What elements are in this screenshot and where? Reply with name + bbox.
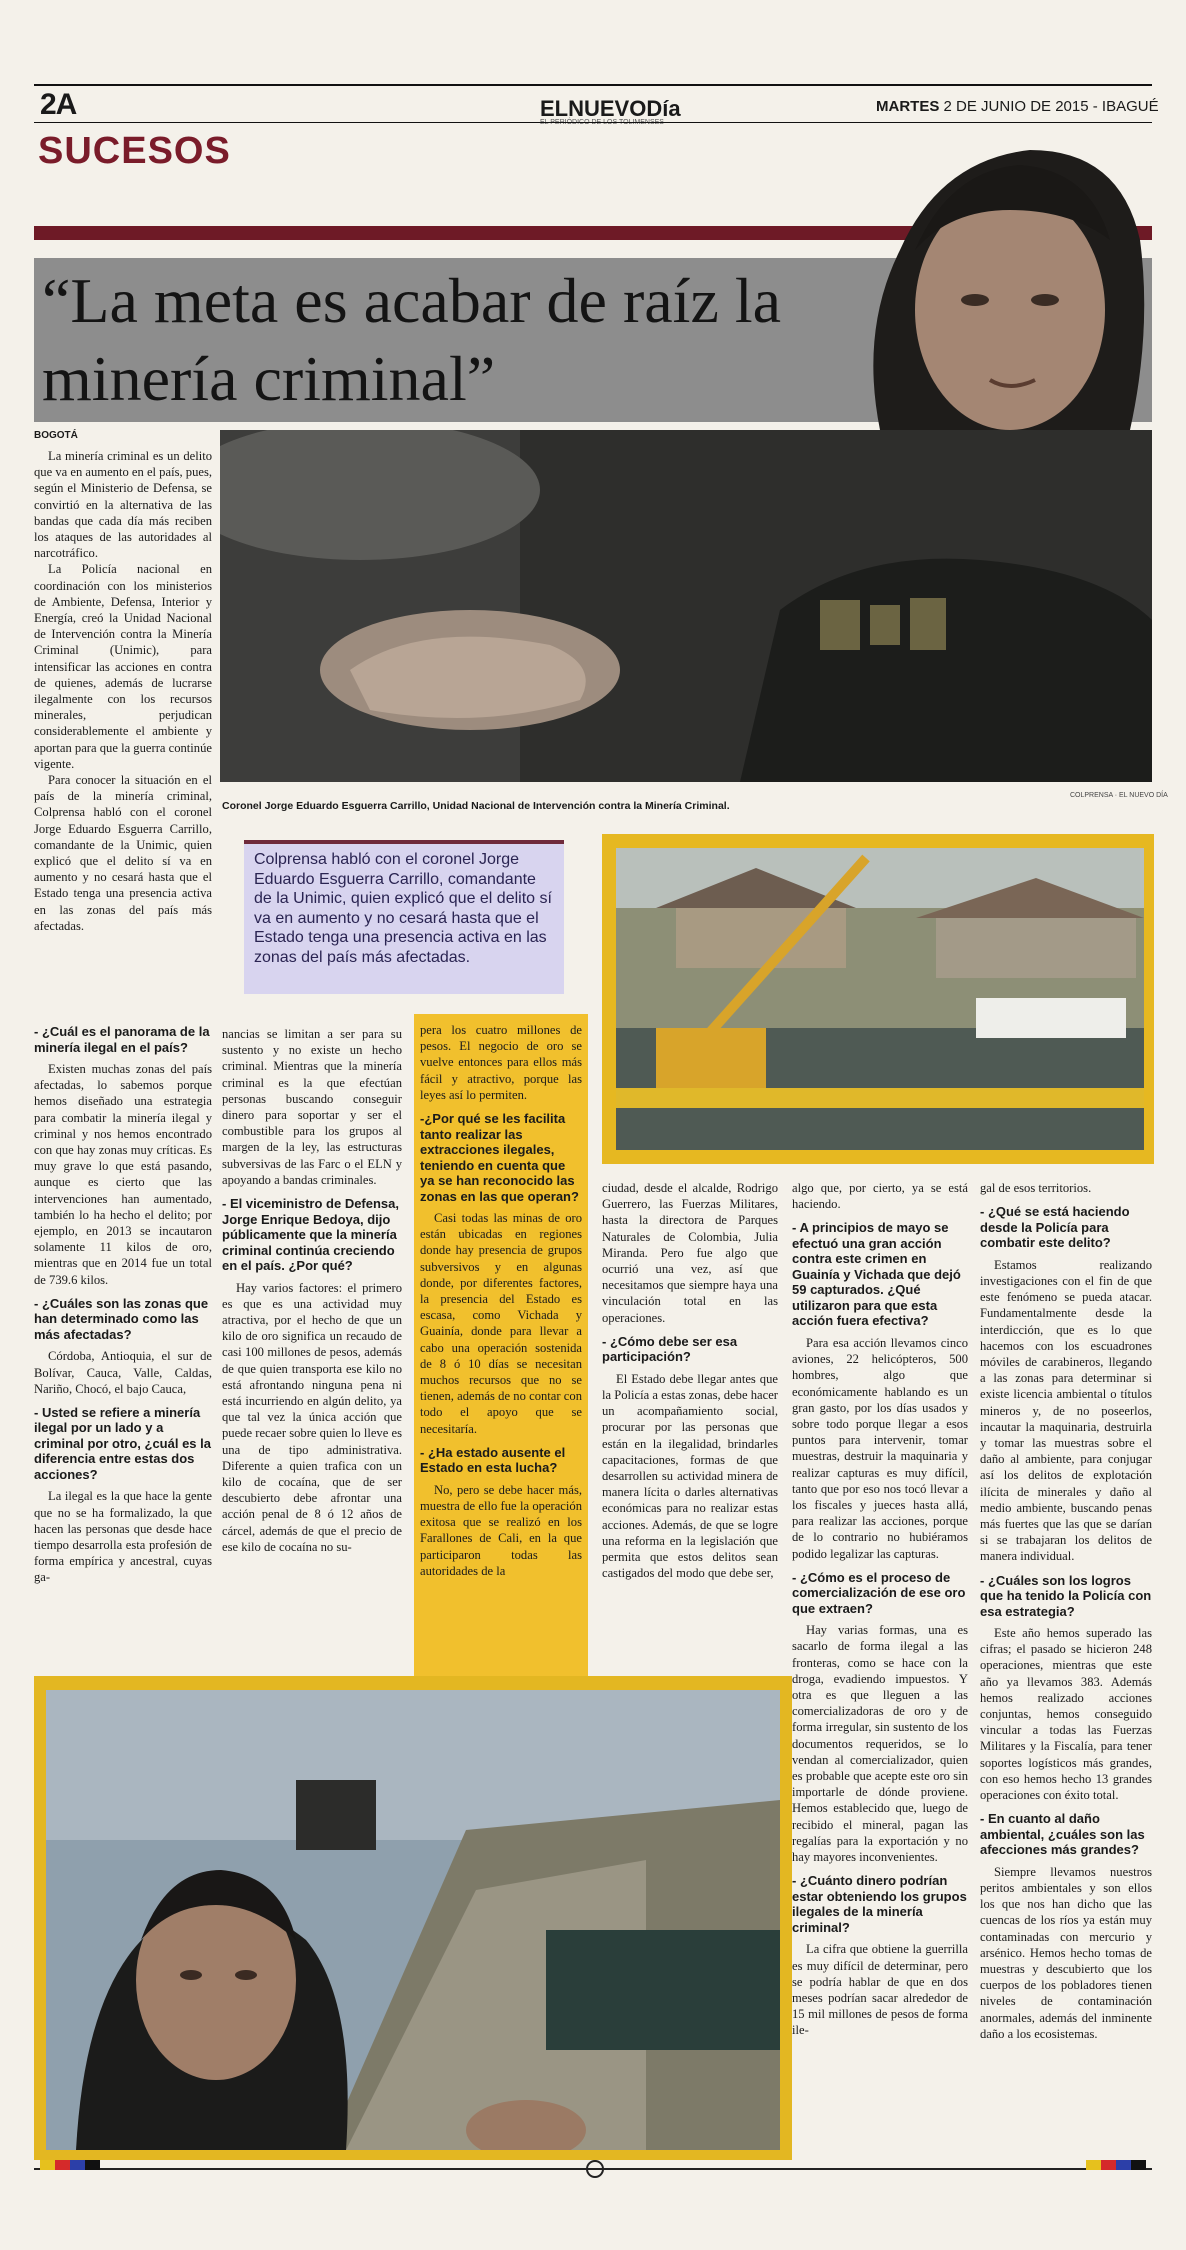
paragraph: La Policía nacional en coordinación con los ministerios de Ambiente, Defensa, Interior y Energía, creó la Unidad Nacional de Intervención contra la Minería Criminal (Unimic), para intensificar las acciones en contra de quienes, además de lucrarse ilegalmente con los recursos minerales, perjudican considerablemente el ambiente y aportan para que la guerra continúe vigente. (34, 562, 212, 771)
color-registration-bar (1086, 2160, 1146, 2170)
mine-site-illustration (46, 1690, 780, 2150)
headline: “La meta es acabar de raíz la minería criminal” (42, 265, 782, 414)
dateline: BOGOTÁ (34, 430, 78, 441)
interview-answer: La cifra que obtiene la guerrilla es muy difícil de determinar, pero se podría hablar de que en dos meses podrían sacar alrededor de 15 mil millones de pesos de forma ile- (792, 1942, 968, 2038)
interview-answer: Córdoba, Antioquia, el sur de Bolívar, Cauca, Valle, Caldas, Nariño, Chocó, el bajo Cauca, (34, 1349, 212, 1396)
interview-question: - ¿Cuánto dinero podrían estar obteniendo los grupos ilegales de la minería criminal? (792, 1873, 967, 1935)
paragraph: Para conocer la situación en el país de la minería criminal, Colprensa habló con el coronel Jorge Eduardo Esguerra Carrillo, comandante de la Unimic, quien explicó que el delito sí va en aumento y no cesará hasta que el Estado tenga una presencia activa en las zonas del país más afectadas. (34, 773, 212, 933)
logo-text: ELNUEVODía (540, 96, 681, 121)
article-column-5 (792, 1180, 968, 2039)
issue-date (876, 98, 1159, 115)
article-column-6 (980, 1180, 1152, 2042)
article-column-3 (420, 1022, 582, 1579)
photo-credit: COLPRENSA · EL NUEVO DÍA (1070, 792, 1168, 799)
top-rule (34, 84, 1152, 86)
interview-answer: algo que, por cierto, ya se está haciendo. (792, 1181, 968, 1212)
interview-answer: ciudad, desde el alcalde, Rodrigo Guerrero, las Fuerzas Militares, hasta la directora de Parques Naturales de Colombia, Julia Miranda. Pero fue algo que ocurrió una vez, así que necesitamos que siempre haya una vinculación total en las operaciones. (602, 1181, 778, 1325)
interview-answer: Este año hemos superado las cifras; el pasado se hicieron 248 operaciones, mientras que este año ya llevamos 383. Además hemos realizado acciones conjuntas, hemos conseguido vincular a todas las Fuerzas Militares y la Fiscalía, para tener soportes logísticos más grandes, con eso hemos hecho 13 grandes operaciones con éxito total. (980, 1626, 1152, 1803)
interview-answer: No, pero se debe hacer más, muestra de ello fue la operación exitosa que se realizó en los Farallones de Cali, en la que participaron todas las autoridades de la (420, 1482, 582, 1578)
portrait-illustration (220, 430, 1152, 782)
header-rule (34, 122, 1152, 123)
interview-question: - ¿Cómo debe ser esa participación? (602, 1333, 738, 1365)
excavator-photo (616, 848, 1144, 1150)
interview-question: - ¿Qué se está haciendo desde la Policía para combatir este delito? (980, 1204, 1130, 1251)
article-column-1 (34, 448, 212, 934)
interview-question: - El viceministro de Defensa, Jorge Enrique Bedoya, dijo públicamente que la minería criminal continúa creciendo en el país. ¿Por qué? (222, 1196, 400, 1274)
interview-answer: La ilegal es la que hace la gente que no se ha formalizado, la que hacen las personas que desde hace tiempo desarrolla esta profesión de forma empírica y ancestral, cuyas ga- (34, 1489, 212, 1585)
interview-question: - ¿Cuáles son los logros que ha tenido la Policía con esa estrategia? (980, 1572, 1152, 1619)
photo-caption: Coronel Jorge Eduardo Esguerra Carrillo, Unidad Nacional de Intervención contra la Minería Criminal. (222, 800, 730, 812)
interview-answer: Existen muchas zonas del país afectadas, lo sabemos porque hemos diseñado una estrategia para combatir la minería ilegal y criminal y nos hemos encontrado con que hay zonas muy críticas. Es muy grave lo que está pasando, aunque es cierto que las intervenciones han aumentado, también lo ha hecho el delito; por ejemplo, en 2013 se incautaron solamente 11 kilos de oro, mientras que en 2014 fue un total de 739.6 kilos. (34, 1062, 212, 1287)
colonel-portrait-photo (220, 430, 1152, 782)
interview-answer: Hay varios factores: el primero es que es una actividad muy atractiva, por el hecho de que un kilo de oro significa un recaudo de casi 100 millones de pesos, además de que quien transporta ese kilo no está afrontando ninguna pena ni está incurriendo en algún delito, ya que tal vez la única acción que puede recaer sobre quien lo lleve es una de tipo administrativa. Diferente a quien trafica con un kilo de cocaína, que de ser descubierto debe afrontar una acción penal de 8 ó 12 años de cárcel, además de que el precio de ese kilo de cocaína no su- (222, 1280, 402, 1554)
mine-site-photo (46, 1690, 780, 2150)
interview-answer: Casi todas las minas de oro están ubicadas en regiones donde hay presencia de grupos subversivos y en algunas donde, por diferentes factores, la presencia del Estado es escasa, como Vichada y Guainía, donde para llevar a cabo una operación sostenida de 8 ó 10 días se necesitan muchos recursos que no se tienen, además de no contar con todo el apoyo que se necesitaría. (420, 1211, 582, 1436)
interview-answer: Hay varias formas, una es sacarlo de forma ilegal a las fronteras, como se hace con la droga, evadiendo impuestos. Y otra es que lleguen a las comercializadoras de oro y de forma irregular, sin sustento de los documentos requeridos, se lo vendan al comercializador, quien es probable que acepte este oro sin importarle de dónde proviene. Hemos establecido que, luego de recibido el mineral, pagan las regalías para la exportación y no hay mayores inconvenientes. (792, 1623, 968, 1865)
issue-date-rest: 2 DE JUNIO DE 2015 - IBAGUÉ (939, 98, 1159, 115)
issue-day: MARTES (876, 98, 940, 115)
excavator-illustration (616, 848, 1144, 1150)
interview-answer: El Estado debe llegar antes que la Policía a estas zonas, debe hacer un acompañamiento social, procurar por las personas que están en la ilegalidad, brindarles capacitaciones, formas de que desarrollen su actividad minera de manera lícita o darles alternativas económicas para no realizar estas acciones. Además, de que se logre una reforma en la legislación que permita que estos delitos sean castigados del modo que debe ser, (602, 1371, 778, 1581)
colonel-head-photo (840, 130, 1152, 430)
interview-answer: Estamos realizando investigaciones con el fin de que este fenómeno se pueda atacar. Fundamentalmente desde la interdicción, que es lo que hacemos con los escuadrones móviles de carabineros, llegando a las zonas para determinar si existe licencia ambiental o títulos mineros y, de no poseerlos, incautar la maquinaria, destruirla y tomar las muestras sobre el daño al ambiente, para conjugar así los delitos de explotación ilícita de minerales y daño al medio ambiente, buscando penas más fuertes que las que se darían si se trabajaran los delitos de manera individual. (980, 1257, 1152, 1564)
interview-question: - ¿Cuál es el panorama de la minería ilegal en el país? (34, 1024, 210, 1055)
section-label: SUCESOS (38, 130, 231, 172)
interview-question: - A principios de mayo se efectuó una gran acción contra este crimen en Guainía y Vichada que dejó 59 capturados. ¿Qué utilizaron para que esta acción fuera efectiva? (792, 1220, 961, 1329)
article-column-1b (34, 1016, 212, 1586)
interview-question: - Usted se refiere a minería ilegal por un lado y a criminal por otro, ¿cuál es la diferencia entre estas dos acciones? (34, 1404, 211, 1482)
article-column-2 (222, 1026, 402, 1555)
interview-question: - ¿Cómo es el proceso de comercialización de ese oro que extraen? (792, 1569, 966, 1616)
interview-question: - En cuanto al daño ambiental, ¿cuáles son las afecciones más grandes? (980, 1811, 1145, 1858)
paragraph: La minería criminal es un delito que va en aumento en el país, pues, según el Ministerio de Defensa, se convirtió en la alternativa de las bandas que cada día más reciben los ataques de las autoridades al narcotráfico. (34, 449, 213, 561)
interview-question: -¿Por qué se les facilita tanto realizar las extracciones ilegales, teniendo en cuenta que ya se han reconocido las zonas en las que operan? (420, 1111, 579, 1204)
page-number: 2A (40, 88, 77, 121)
interview-question: - ¿Cuáles son las zonas que han determinado como las más afectadas? (34, 1295, 209, 1342)
interview-answer: nancias se limitan a ser para su sustento y no existe un hecho criminal. Mientras que la minería criminal es la que efectúan personas buscando conseguir dinero para soportar y ser el combustible para los grupos al margen de la ley, las estructuras subversivas de las Farc o el ELN y apoyando a bandas criminales. (222, 1027, 402, 1187)
color-registration-bar (40, 2160, 100, 2170)
interview-answer: Para esa acción llevamos cinco aviones, 22 helicópteros, 500 hombres, algo que económicamente hablando es un gran gasto, por los días usados y sobre todo porque llegar a esos puntos para intervenir, tomar muestras, destruir la maquinaria y realizar capturas es muy difícil, tanto que por eso nos tocó llevar a los fiscales y jueces hasta allá, para realizar las acciones, porque de lo contrario no hubiéramos podido legalizar las capturas. (792, 1335, 968, 1561)
article-column-4 (602, 1180, 778, 1581)
interview-question: - ¿Ha estado ausente el Estado en esta lucha? (420, 1444, 566, 1476)
registration-mark-icon (586, 2160, 604, 2178)
interview-answer: Siempre llevamos nuestros peritos ambientales y son ellos los que nos han dicho que las cuencas de los ríos ya están muy contaminadas con mercurio y arsénico. Hemos hecho tomas de muestras y descubierto que los cuerpos de los pobladores tienen niveles de contaminación anormales, además del inminente daño a los ecosistemas. (980, 1864, 1152, 2041)
interview-answer: pera los cuatro millones de pesos. El negocio de oro se vuelve entonces para ellos más fácil y atractivo, porque las leyes así lo permiten. (420, 1023, 582, 1102)
pull-quote: Colprensa habló con el coronel Jorge Eduardo Esguerra Carrillo, comandante de la Unimic, quien explicó que el delito sí va en aumento y no cesará hasta que el Estado tenga una presencia activa en las zonas del país más afectadas. (254, 851, 552, 966)
interview-answer: gal de esos territorios. (980, 1181, 1092, 1195)
